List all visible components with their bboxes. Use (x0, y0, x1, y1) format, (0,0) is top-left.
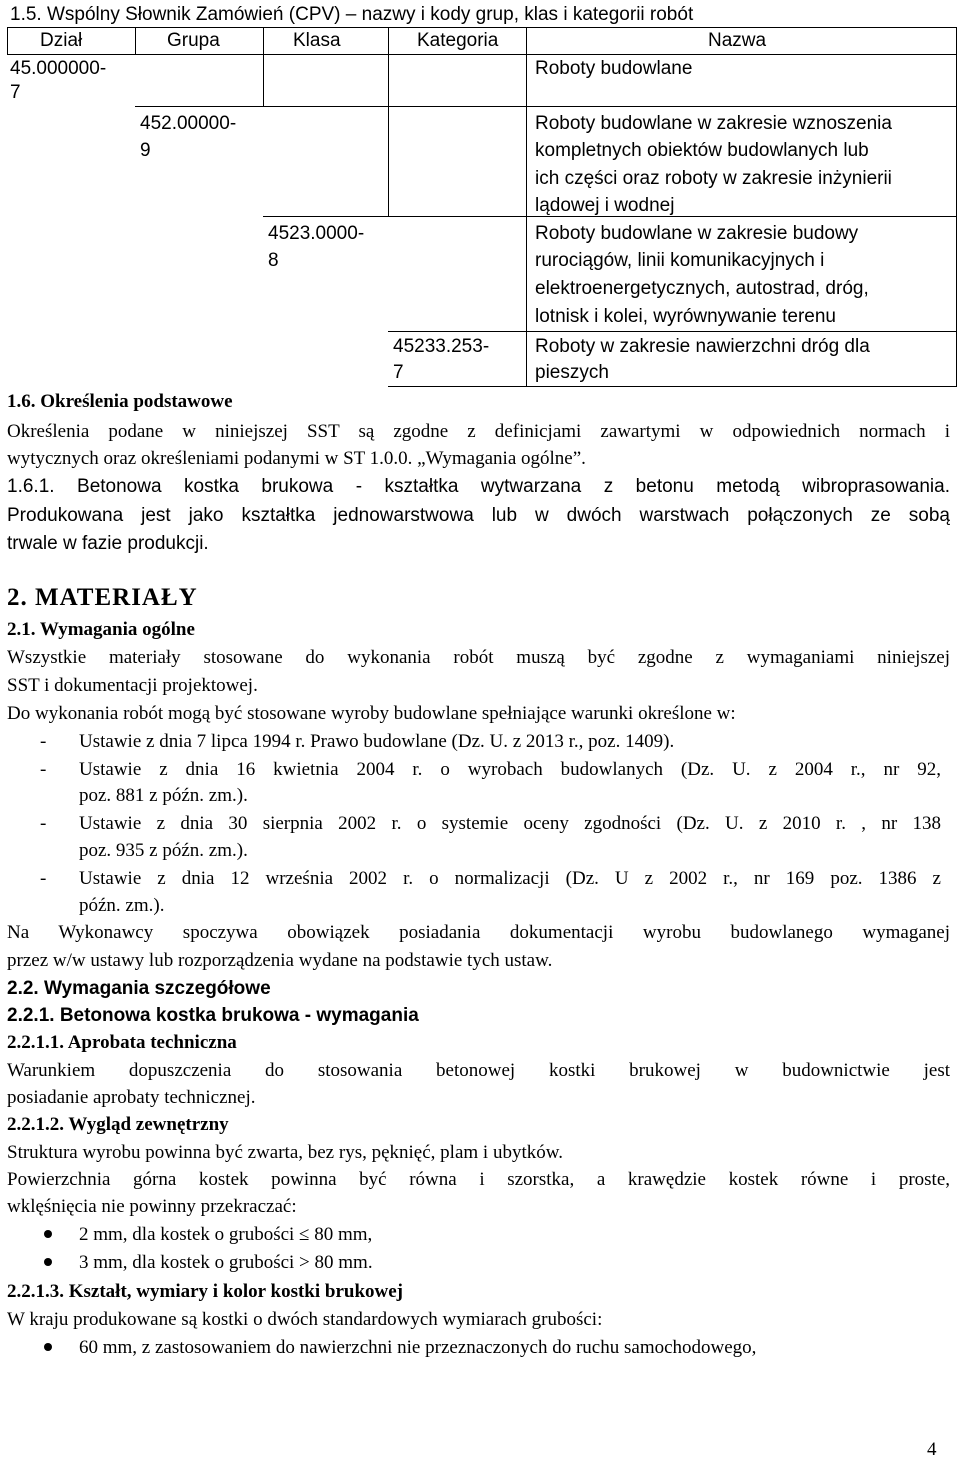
chapter-heading: 2. MATERIAŁY (7, 584, 198, 611)
table-header-kategoria: Kategoria (417, 30, 499, 51)
paragraph-line: Określenia podane w niniejszej SST są zgodne z definicjami zawartymi w odpowiednich normach i (7, 421, 950, 442)
table-cell-name: lotnisk i kolei, wyrównywanie terenu (535, 306, 836, 327)
subsection-heading: 2.2.1.2. Wygląd zewnętrzny (7, 1114, 229, 1135)
table-cell-name: rurociągów, linii komunikacyjnych i (535, 250, 825, 271)
table-cell-name: pieszych (535, 362, 609, 383)
table-cell-name: ich części oraz roboty w zakresie inżynierii (535, 168, 892, 189)
table-cell-name: kompletnych obiektów budowlanych lub (535, 140, 869, 161)
subsection-heading: 2.2.1. Betonowa kostka brukowa - wymagania (7, 1005, 419, 1026)
table-cell-name: lądowej i wodnej (535, 195, 675, 216)
page-number: 4 (927, 1439, 937, 1460)
list-item-continuation: późn. zm.). (79, 895, 165, 916)
paragraph-line: SST i dokumentacji projektowej. (7, 675, 258, 696)
table-cell-code: 4523.0000- (268, 223, 365, 244)
table-cell-code: 9 (140, 140, 151, 161)
list-dash: - (40, 759, 47, 780)
bullet-item: 2 mm, dla kostek o grubości ≤ 80 mm, (79, 1224, 373, 1245)
table-header-klasa: Klasa (293, 30, 341, 51)
paragraph-line: wklęśnięcia nie powinny przekraczać: (7, 1196, 297, 1217)
table-border-right (956, 27, 957, 387)
definition-line: 1.6.1. Betonowa kostka brukowa - kształtka wytwarzana z betonu metodą wibroprasowania. (7, 476, 950, 497)
table-cell-name: Roboty budowlane (535, 58, 693, 79)
list-item: Ustawie z dnia 16 kwietnia 2004 r. o wyrobach budowlanych (Dz. U. z 2004 r., nr 92, (79, 759, 941, 780)
bullet-item: 60 mm, z zastosowaniem do nawierzchni nie przeznaczonych do ruchu samochodowego, (79, 1337, 757, 1358)
table-cell-code: 45.000000- (10, 58, 107, 79)
subsection-heading: 2.2.1.1. Aprobata techniczna (7, 1032, 237, 1053)
list-dash: - (40, 868, 47, 889)
paragraph-line: wytycznych oraz określeniami podanymi w ST 1.0.0. „Wymagania ogólne”. (7, 448, 586, 469)
paragraph-line: W kraju produkowane są kostki o dwóch standardowych wymiarach grubości: (7, 1309, 603, 1330)
table-row-divider (135, 106, 957, 107)
paragraph-line: Wszystkie materiały stosowane do wykonania robót muszą być zgodne z wymaganiami niniejszej (7, 647, 950, 668)
paragraph-line: Do wykonania robót mogą być stosowane wyroby budowlane spełniające warunki określone w: (7, 703, 736, 724)
table-cell-name: elektroenergetycznych, autostrad, dróg, (535, 278, 869, 299)
table-header-dzial: Dział (40, 30, 83, 51)
table-col-divider (388, 27, 389, 217)
table-border-bottom (388, 386, 957, 387)
section-cpv-title: 1.5. Wspólny Słownik Zamówień (CPV) – nazwy i kody grup, klas i kategorii robót (10, 4, 694, 25)
paragraph-line: Na Wykonawcy spoczywa obowiązek posiadania dokumentacji wyrobu budowlanego wymaganej (7, 922, 950, 943)
bullet-icon (44, 1230, 52, 1238)
section-heading: 1.6. Określenia podstawowe (7, 391, 233, 412)
definition-line: Produkowana jest jako kształtka jednowarstwowa lub w dwóch warstwach połączonych ze sobą (7, 505, 950, 526)
list-dash: - (40, 813, 47, 834)
paragraph-line: Struktura wyrobu powinna być zwarta, bez rys, pęknięć, plam i ubytków. (7, 1142, 563, 1163)
list-item: Ustawie z dnia 30 sierpnia 2002 r. o systemie oceny zgodności (Dz. U. z 2010 r. , nr 138 (79, 813, 941, 834)
table-cell-code: 7 (10, 82, 21, 103)
table-cell-code: 452.00000- (140, 113, 237, 134)
table-header-nazwa: Nazwa (708, 30, 767, 51)
list-item-continuation: poz. 881 z późn. zm.). (79, 785, 248, 806)
paragraph-line: posiadanie aprobaty technicznej. (7, 1087, 256, 1108)
list-item-continuation: poz. 935 z późn. zm.). (79, 840, 248, 861)
table-cell-name: Roboty budowlane w zakresie budowy (535, 223, 859, 244)
paragraph-line: Powierzchnia górna kostek powinna być równa i szorstka, a krawędzie kostek równe i proste, (7, 1169, 950, 1190)
table-col-divider (135, 27, 136, 55)
section-heading: 2.1. Wymagania ogólne (7, 619, 195, 640)
paragraph-line: Warunkiem dopuszczenia do stosowania betonowej kostki brukowej w budownictwie jest (7, 1060, 950, 1081)
bullet-icon (44, 1343, 52, 1351)
table-header-grupa: Grupa (167, 30, 220, 51)
table-col-divider (263, 27, 264, 107)
bullet-item: 3 mm, dla kostek o grubości > 80 mm. (79, 1252, 373, 1273)
table-cell-name: Roboty budowlane w zakresie wznoszenia (535, 113, 892, 134)
subsection-heading: 2.2.1.3. Kształt, wymiary i kolor kostki brukowej (7, 1281, 404, 1302)
table-cell-code: 7 (393, 362, 404, 383)
table-cell-code: 8 (268, 250, 279, 271)
table-cell-code: 45233.253- (393, 336, 490, 357)
bullet-icon (44, 1258, 52, 1266)
paragraph-line: przez w/w ustawy lub rozporządzenia wydane na podstawie tych ustaw. (7, 950, 553, 971)
table-border-left (7, 27, 8, 55)
table-col-divider (526, 27, 527, 387)
table-row-divider (388, 331, 957, 332)
list-item: Ustawie z dnia 7 lipca 1994 r. Prawo budowlane (Dz. U. z 2013 r., poz. 1409). (79, 731, 675, 752)
table-cell-name: Roboty w zakresie nawierzchni dróg dla (535, 336, 870, 357)
list-item: Ustawie z dnia 12 września 2002 r. o normalizacji (Dz. U z 2002 r., nr 169 poz. 1386 z (79, 868, 941, 889)
section-heading: 2.2. Wymagania szczegółowe (7, 978, 271, 999)
list-dash: - (40, 731, 47, 752)
definition-line: trwale w fazie produkcji. (7, 533, 209, 554)
